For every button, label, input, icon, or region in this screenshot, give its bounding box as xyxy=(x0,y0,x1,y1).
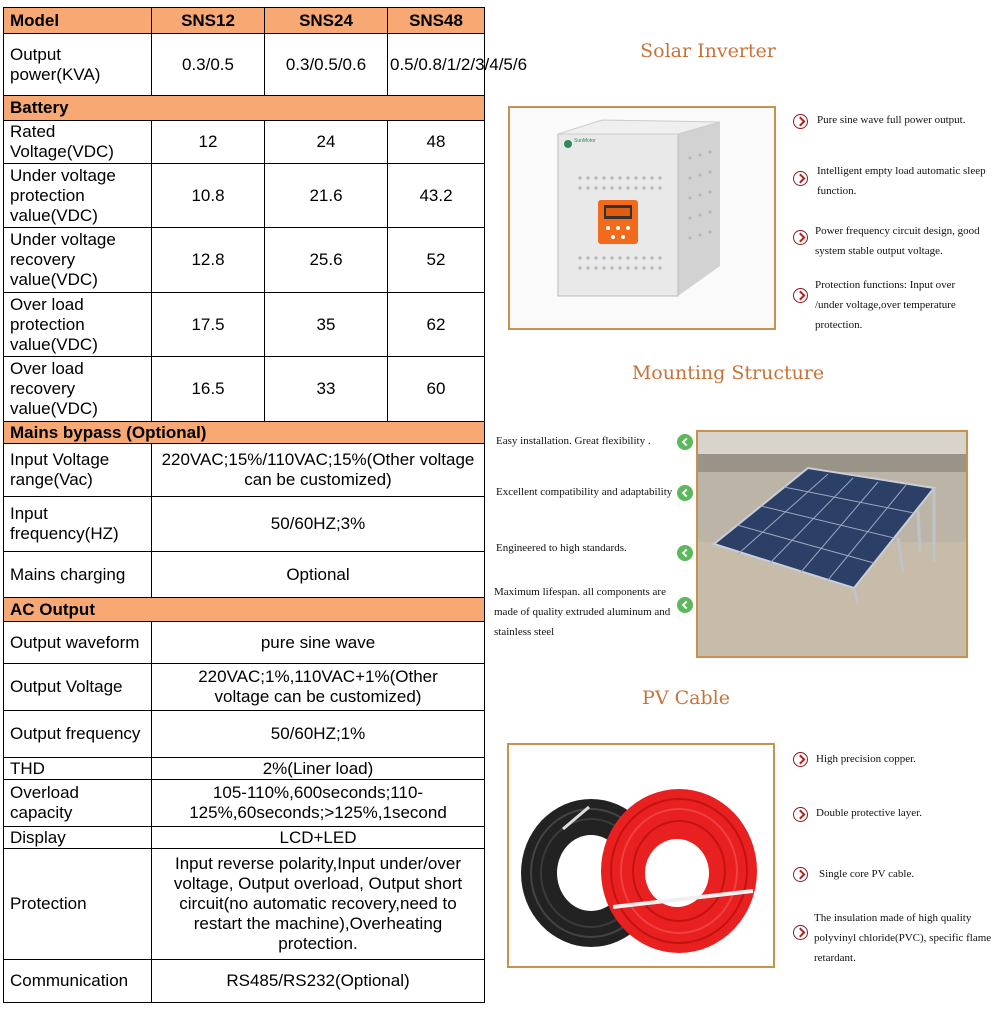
section-row-ac xyxy=(4,598,485,622)
table-row xyxy=(4,293,485,357)
cell-value: 0.5/0.8/1/2/3/4/5/6 xyxy=(388,34,485,96)
chevron-left-icon xyxy=(677,434,693,450)
cell-value: 16.5 xyxy=(152,357,265,422)
chevron-right-icon xyxy=(793,752,808,767)
cable-feature-3: Single core PV cable. xyxy=(819,868,915,880)
chevron-left-icon xyxy=(677,485,693,501)
cell-value: Optional xyxy=(152,552,485,598)
cell-value: 50/60HZ;1% xyxy=(152,711,485,758)
cable-title: PV Cable xyxy=(642,687,730,709)
cable-illustration xyxy=(509,745,773,966)
table-row xyxy=(4,164,485,228)
row-label: Input Voltage range(Vac) xyxy=(4,444,152,497)
table-row xyxy=(4,849,485,960)
cell-value: pure sine wave xyxy=(152,622,485,664)
row-label: Protection xyxy=(4,849,152,960)
row-label: Input frequency(HZ) xyxy=(4,497,152,552)
cell-value: 105-110%,600seconds;110-125%,60seconds;>125%,1second xyxy=(152,780,485,827)
mounting-feature-1: Easy installation. Great flexibility . xyxy=(496,435,651,447)
cell-value: 43.2 xyxy=(388,164,485,228)
chevron-right-icon xyxy=(793,288,808,303)
table-row xyxy=(4,497,485,552)
cell-value: 62 xyxy=(388,293,485,357)
row-label: Under voltage protection value(VDC) xyxy=(4,164,152,228)
inverter-feature-2: Intelligent empty load automatic sleep function. xyxy=(817,165,986,197)
table-row xyxy=(4,960,485,1003)
table-row xyxy=(4,780,485,827)
mounting-feature-4: Maximum lifespan. all components are made of quality extruded aluminum and stainless steel xyxy=(494,586,671,638)
cell-value: 48 xyxy=(388,121,485,164)
table-header-row xyxy=(4,8,485,34)
table-row xyxy=(4,444,485,497)
row-label: THD xyxy=(4,758,152,780)
row-label: Output power(KVA) xyxy=(4,34,152,96)
cell-value: 60 xyxy=(388,357,485,422)
inverter-feature-1: Pure sine wave full power output. xyxy=(817,114,966,126)
mounting-photo xyxy=(696,430,968,658)
cell-value: 12 xyxy=(152,121,265,164)
row-label: Under voltage recovery value(VDC) xyxy=(4,228,152,293)
inverter-feature-4: Protection functions: Input over /under voltage,over temperature protection. xyxy=(815,279,956,331)
table-row xyxy=(4,664,485,711)
inverter-brand-text: SunMotor xyxy=(574,138,596,144)
spec-table xyxy=(3,7,528,1003)
row-label: Mains charging xyxy=(4,552,152,598)
cable-photo xyxy=(507,743,775,968)
cell-value: 35 xyxy=(265,293,388,357)
cell-value: 21.6 xyxy=(265,164,388,228)
section-title: AC Output xyxy=(4,598,485,622)
inverter-photo xyxy=(508,106,776,330)
cable-feature-1: High precision copper. xyxy=(816,753,916,765)
chevron-right-icon xyxy=(793,807,808,822)
section-title: Mains bypass (Optional) xyxy=(4,422,485,444)
row-label: Communication xyxy=(4,960,152,1003)
header-model: Model xyxy=(4,8,152,34)
table-row xyxy=(4,552,485,598)
section-row-battery xyxy=(4,96,485,121)
cell-value: RS485/RS232(Optional) xyxy=(152,960,485,1003)
row-label: Over load protection value(VDC) xyxy=(4,293,152,357)
cell-value: Input reverse polarity,Input under/over voltage, Output overload, Output short circuit(no automatic recovery,need to restart the machine),Overheating protection. xyxy=(152,849,485,960)
header-sns12: SNS12 xyxy=(152,8,265,34)
inverter-feature-3: Power frequency circuit design, good system stable output voltage. xyxy=(815,225,980,257)
cell-value: 220VAC;1%,110VAC+1%(Other voltage can be customized) xyxy=(152,664,485,711)
cell-value: 10.8 xyxy=(152,164,265,228)
cell-value: 17.5 xyxy=(152,293,265,357)
table-row xyxy=(4,827,485,849)
row-label: Output Voltage xyxy=(4,664,152,711)
table-row xyxy=(4,622,485,664)
mounting-title: Mounting Structure xyxy=(631,362,825,384)
row-label: Output frequency xyxy=(4,711,152,758)
cell-value: 220VAC;15%/110VAC;15%(Other voltage can be customized) xyxy=(152,444,485,497)
chevron-right-icon xyxy=(793,171,808,186)
chevron-left-icon xyxy=(677,597,693,613)
mounting-feature-3: Engineered to high standards. xyxy=(496,542,627,554)
cable-feature-4: The insulation made of high quality polyvinyl chloride(PVC), specific flame retardant. xyxy=(814,912,992,964)
row-label: Display xyxy=(4,827,152,849)
chevron-right-icon xyxy=(793,867,808,882)
cell-value: 50/60HZ;3% xyxy=(152,497,485,552)
cell-value: 12.8 xyxy=(152,228,265,293)
row-label: Rated Voltage(VDC) xyxy=(4,121,152,164)
cell-value: LCD+LED xyxy=(152,827,485,849)
mounting-feature-2: Excellent compatibility and adaptability xyxy=(496,486,673,498)
table-row xyxy=(4,711,485,758)
cell-value: 33 xyxy=(265,357,388,422)
cell-value: 25.6 xyxy=(265,228,388,293)
row-label: Overload capacity xyxy=(4,780,152,827)
row-label: Output waveform xyxy=(4,622,152,664)
mounting-illustration xyxy=(698,432,966,656)
row-label: Over load recovery value(VDC) xyxy=(4,357,152,422)
section-row-mains xyxy=(4,422,485,444)
table-row xyxy=(4,34,485,96)
chevron-left-icon xyxy=(677,545,693,561)
chevron-right-icon xyxy=(793,230,808,245)
chevron-right-icon xyxy=(793,114,808,129)
inverter-title: Solar Inverter xyxy=(640,40,776,62)
cell-value: 2%(Liner load) xyxy=(152,758,485,780)
cell-value: 0.3/0.5 xyxy=(152,34,265,96)
table-row xyxy=(4,121,485,164)
table-row xyxy=(4,758,485,780)
table-row xyxy=(4,228,485,293)
cable-feature-2: Double protective layer. xyxy=(816,807,922,819)
table-row xyxy=(4,357,485,422)
inverter-illustration xyxy=(510,108,774,328)
section-title: Battery xyxy=(4,96,485,121)
header-sns48: SNS48 xyxy=(388,8,485,34)
cell-value: 24 xyxy=(265,121,388,164)
cell-value: 52 xyxy=(388,228,485,293)
chevron-right-icon xyxy=(793,925,808,940)
cell-value: 0.3/0.5/0.6 xyxy=(265,34,388,96)
header-sns24: SNS24 xyxy=(265,8,388,34)
